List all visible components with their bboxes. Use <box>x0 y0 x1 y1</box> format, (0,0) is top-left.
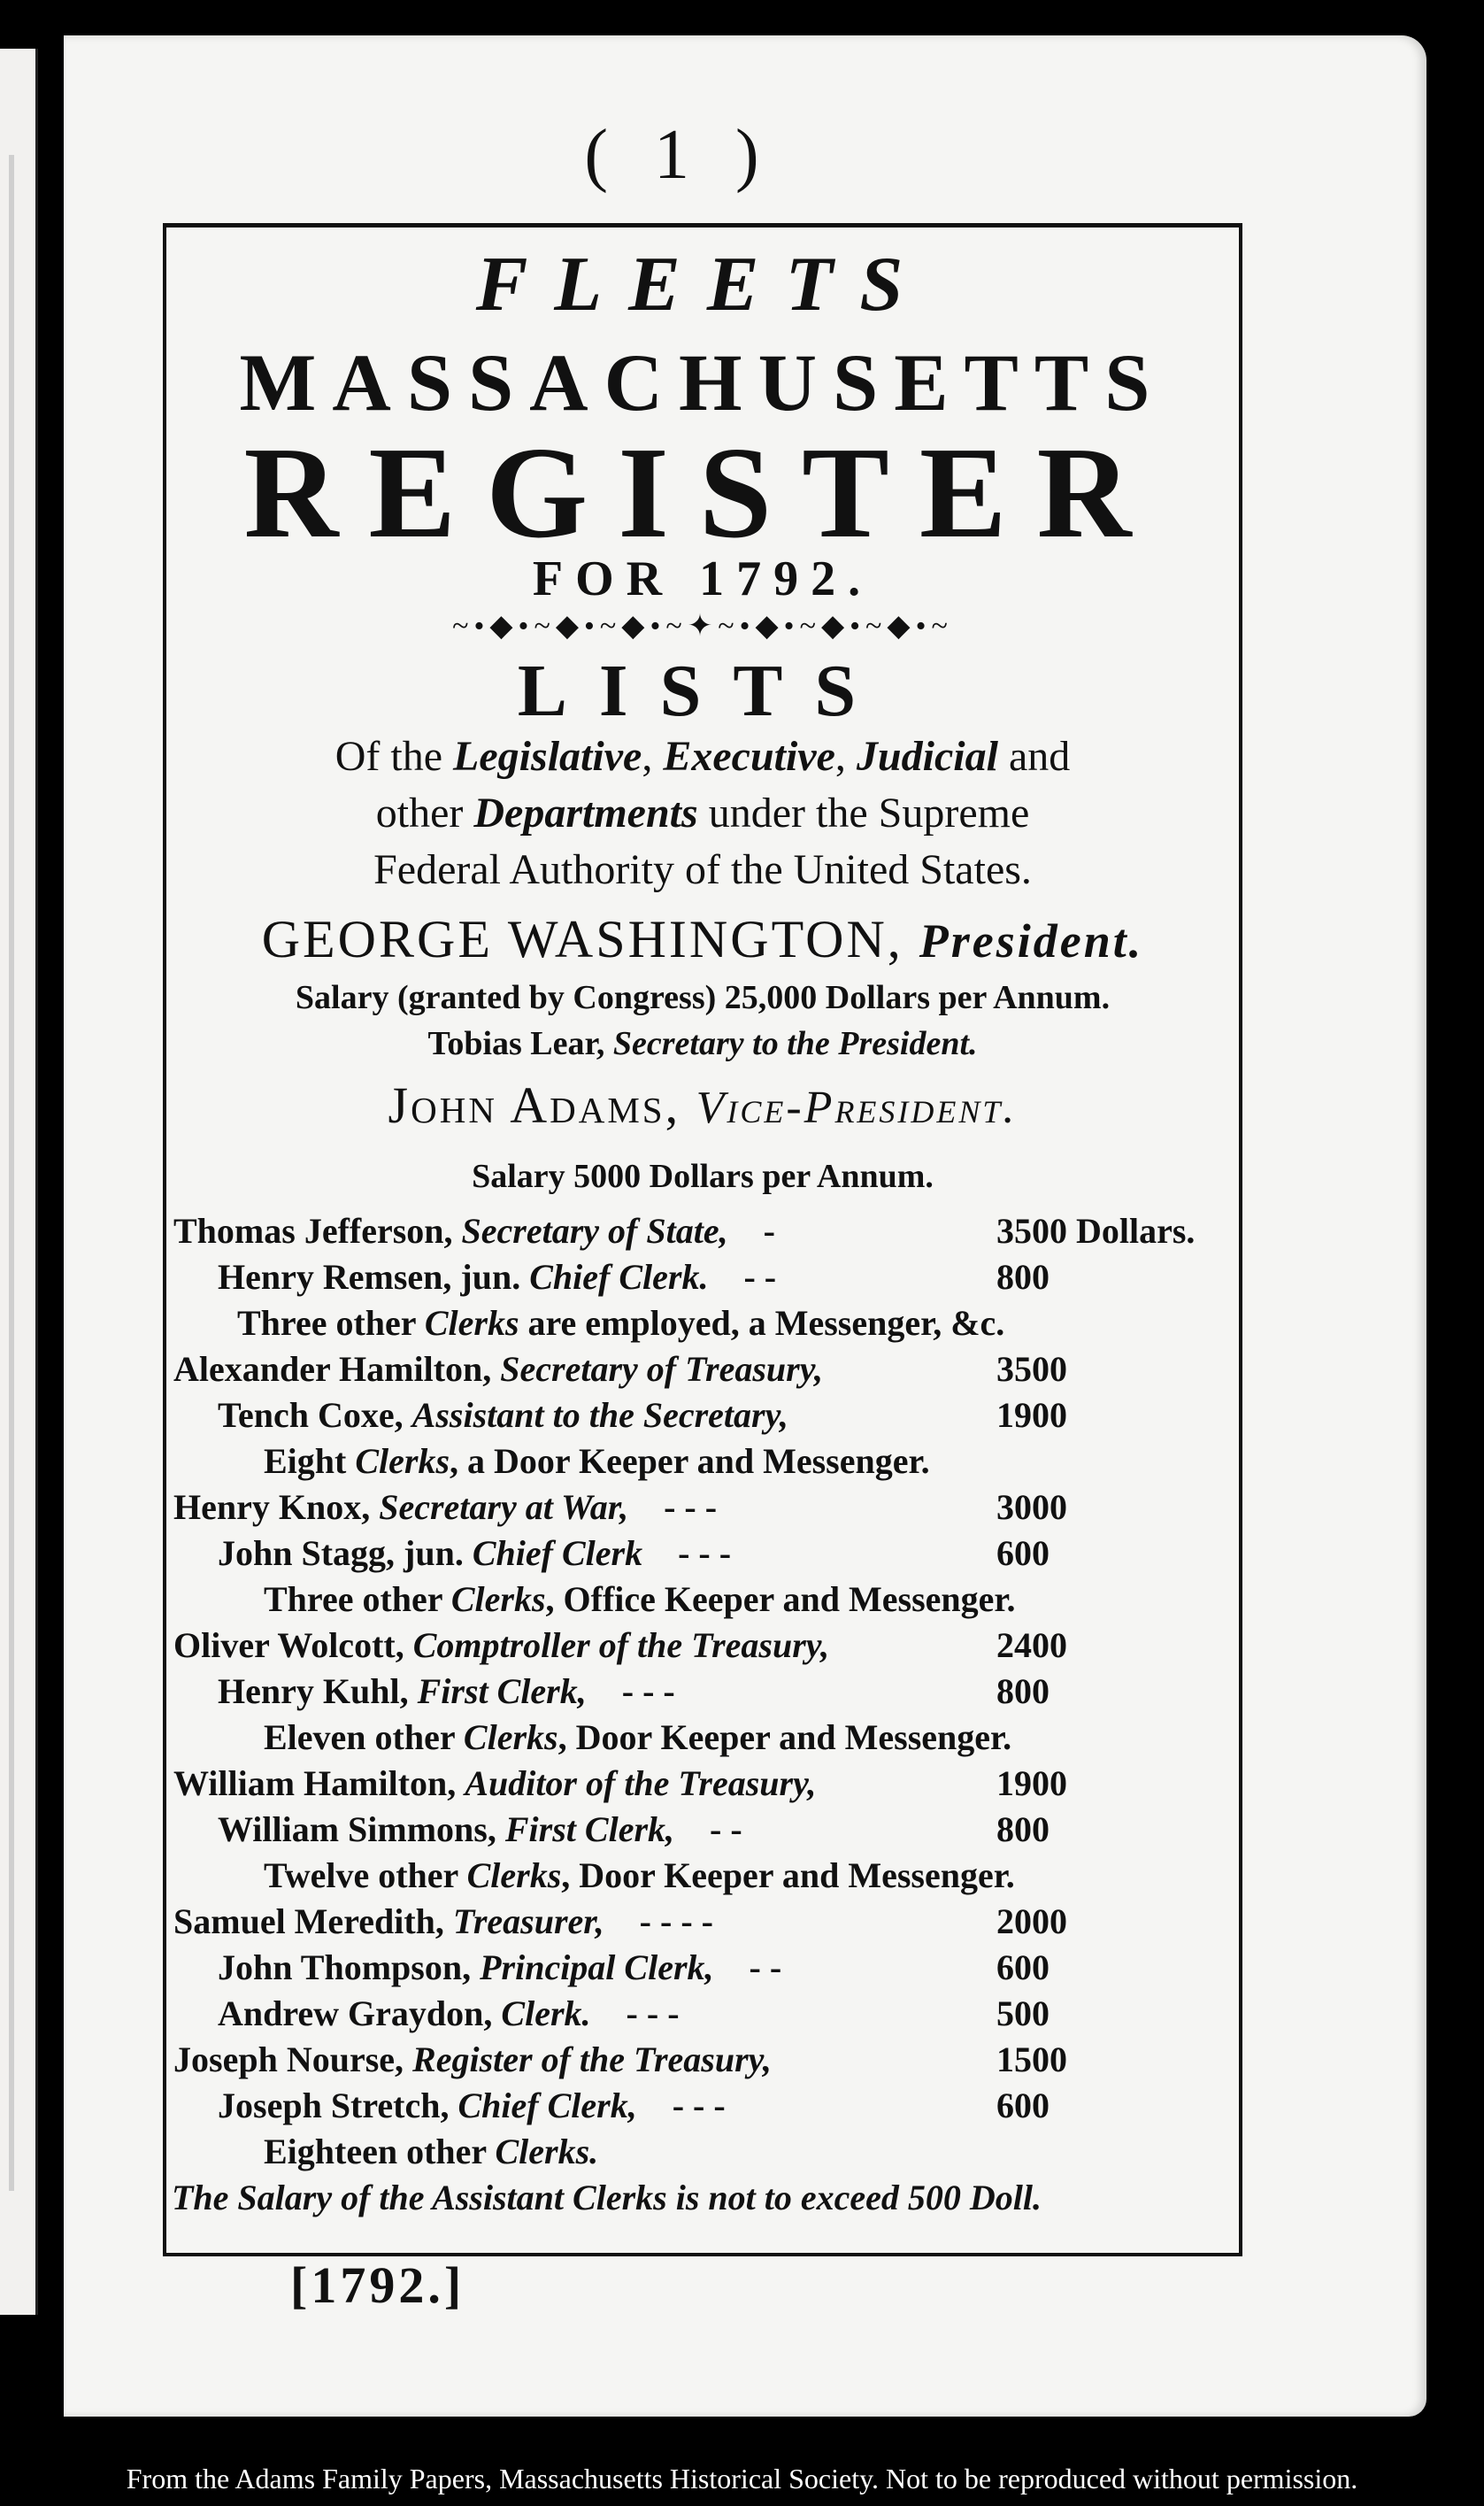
subtitle-line-1: Of the Legislative, Executive, Judicial and <box>334 733 1071 780</box>
officer-row: Henry Knox, Secretary at War, - - - 3000 <box>173 1487 1067 1527</box>
title-fleets: FLEETS <box>475 242 930 328</box>
title-register: REGISTER <box>243 420 1162 566</box>
vice-president-line: John Adams, Vice-President. <box>388 1076 1018 1134</box>
officer-row: Henry Kuhl, First Clerk, - - - 800 <box>218 1671 1050 1711</box>
page-number: ( 1 ) <box>584 116 773 194</box>
secretary-to-president: Tobias Lear, Secretary to the President. <box>427 1025 978 1062</box>
salary-value: 600 <box>996 2086 1050 2125</box>
clerks-note: Eight Clerks, a Door Keeper and Messenger. <box>264 1441 930 1481</box>
officer-row: Joseph Nourse, Register of the Treasury, 1500 <box>173 2039 1067 2079</box>
register-frame <box>163 223 1242 2256</box>
year-mark: [1792.] <box>290 2256 465 2314</box>
officer-row: Samuel Meredith, Treasurer, - - - - 2000 <box>173 1901 1067 1941</box>
salary-value: 600 <box>996 1533 1050 1573</box>
officer-row: Alexander Hamilton, Secretary of Treasury, 3500 <box>173 1349 1067 1389</box>
officer-row: John Thompson, Principal Clerk, - - 600 <box>218 1947 1050 1987</box>
officer-row: Andrew Graydon, Clerk. - - - 500 <box>218 1993 1050 2033</box>
officer-row: John Stagg, jun. Chief Clerk - - - 600 <box>218 1533 1050 1573</box>
officer-row: Tench Coxe, Assistant to the Secretary, 1900 <box>218 1395 1067 1435</box>
salary-value: 2000 <box>996 1901 1067 1941</box>
clerks-note: Three other Clerks are employed, a Messenger, &c. <box>237 1303 1005 1343</box>
ornament-divider: ~•◆•~◆•~◆•~✦~•◆•~◆•~◆•~ <box>452 610 953 643</box>
salary-value: 800 <box>996 1671 1050 1711</box>
salary-value: 1500 <box>996 2039 1067 2079</box>
salary-value: 2400 <box>996 1625 1067 1665</box>
title-massachusetts: MASSACHUSETTS <box>239 337 1166 428</box>
title-year: FOR 1792. <box>532 551 873 606</box>
copyright-footer: From the Adams Family Papers, Massachusetts Historical Society. Not to be reproduced without permission. <box>126 2463 1358 2494</box>
clerks-note: Eighteen other Clerks. <box>264 2132 599 2171</box>
register-page <box>64 35 1426 2417</box>
clerks-note: Twelve other Clerks, Door Keeper and Messenger. <box>264 1855 1015 1895</box>
salary-value: 1900 <box>996 1763 1067 1803</box>
salary-value: 3500 <box>996 1349 1067 1389</box>
clerks-note: Eleven other Clerks, Door Keeper and Messenger. <box>264 1717 1012 1757</box>
subtitle-line-3: Federal Authority of the United States. <box>373 846 1032 893</box>
salary-value: 800 <box>996 1257 1050 1297</box>
clerks-note: The Salary of the Assistant Clerks is not to exceed 500 Doll. <box>172 2178 1042 2217</box>
officer-row: Thomas Jefferson, Secretary of State, - 3500 Dollars. <box>173 1211 1196 1251</box>
previous-page-edge <box>0 49 38 2315</box>
lists-heading: LISTS <box>517 650 888 732</box>
salary-value: 3500 Dollars. <box>996 1211 1196 1251</box>
salary-value: 600 <box>996 1947 1050 1987</box>
salary-value: 800 <box>996 1809 1050 1849</box>
salary-value: 3000 <box>996 1487 1067 1527</box>
clerks-note: Three other Clerks, Office Keeper and Messenger. <box>264 1579 1016 1619</box>
subtitle-line-2: other Departments under the Supreme <box>375 790 1030 837</box>
officer-row: Joseph Stretch, Chief Clerk, - - - 600 <box>218 2086 1050 2125</box>
salary-value: 1900 <box>996 1395 1067 1435</box>
officer-row: William Simmons, First Clerk, - - 800 <box>218 1809 1050 1849</box>
salary-value: 500 <box>996 1993 1050 2033</box>
president-line: GEORGE WASHINGTON, President. <box>261 910 1144 968</box>
officer-row: Henry Remsen, jun. Chief Clerk. - - 800 <box>218 1257 1050 1297</box>
officer-row: Oliver Wolcott, Comptroller of the Treasury, 2400 <box>173 1625 1067 1665</box>
officer-row: William Hamilton, Auditor of the Treasury, 1900 <box>173 1763 1067 1803</box>
vice-president-salary: Salary 5000 Dollars per Annum. <box>472 1158 934 1195</box>
president-salary: Salary (granted by Congress) 25,000 Dollars per Annum. <box>295 979 1111 1016</box>
